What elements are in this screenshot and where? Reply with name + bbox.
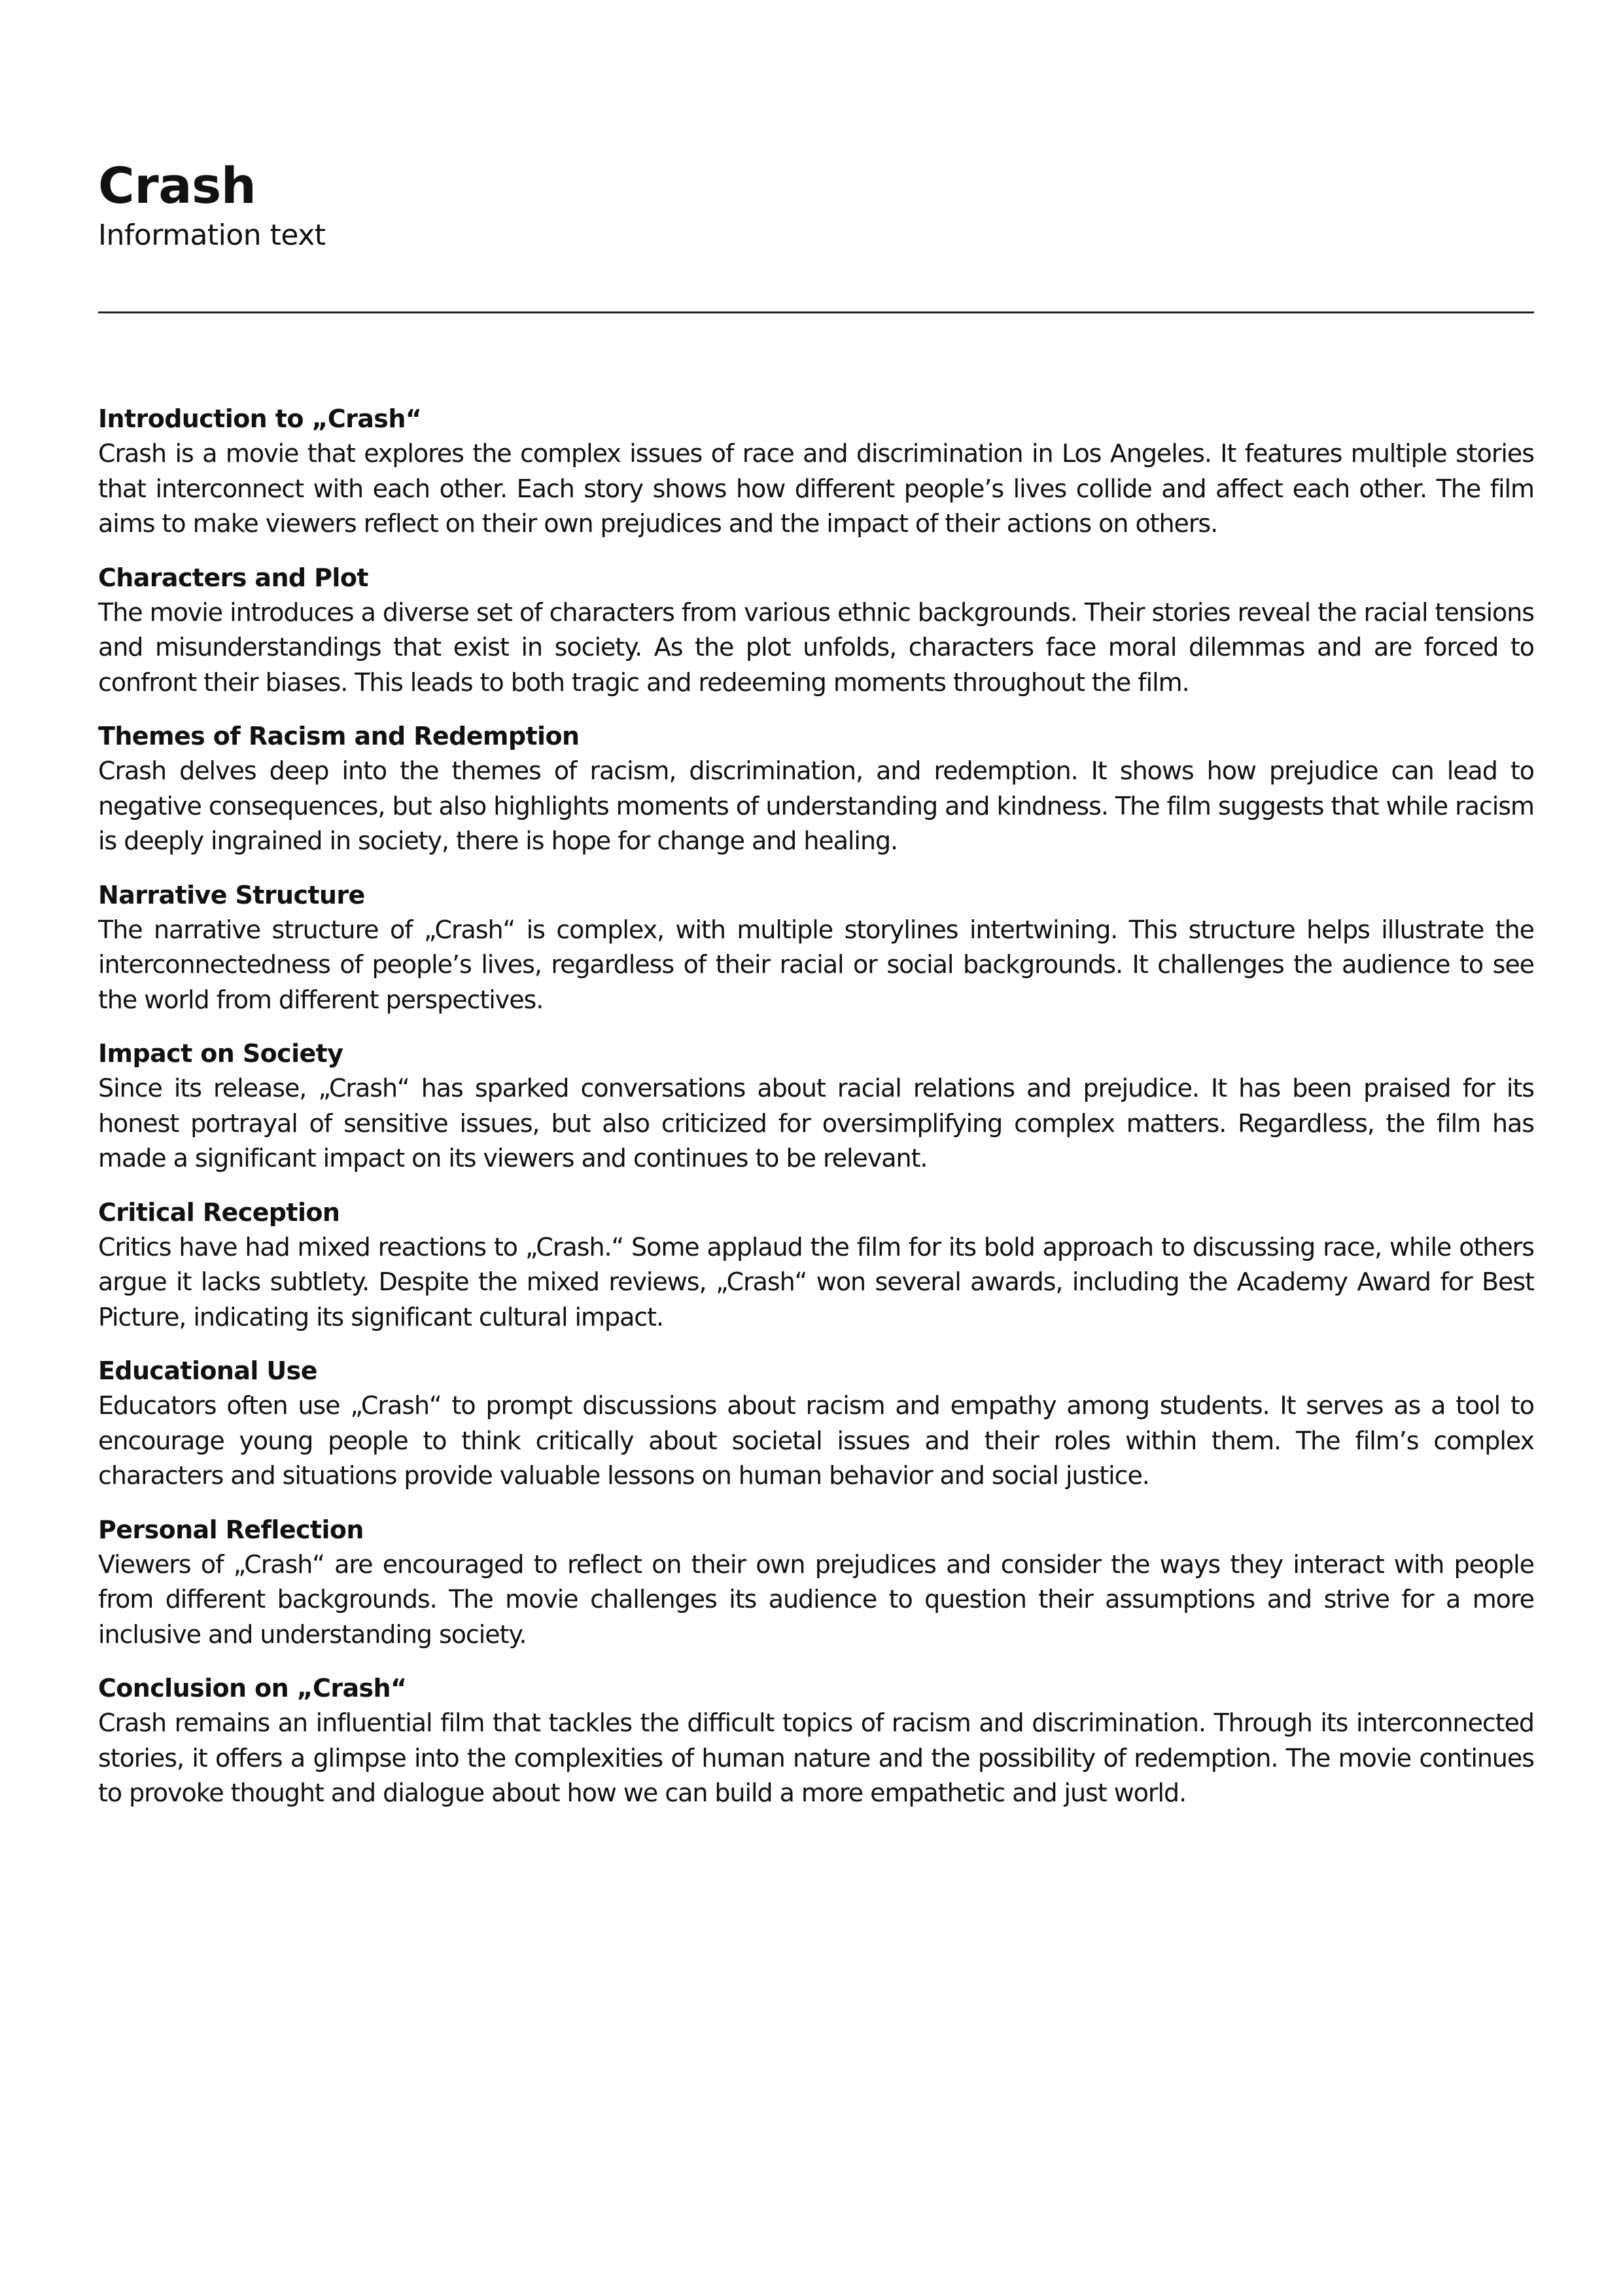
- section-heading: Personal Reflection: [98, 1515, 364, 1544]
- section-paragraph: Educators often use „Crash“ to prompt discussions about racism and empathy among students. It serves as a tool to encourage young people to think critically about societal issues and their roles within them. The film’s complex characters and situations provide valuable lessons on human behavior and social justice.: [98, 1391, 1534, 1490]
- section-themes: [98, 719, 1534, 859]
- section-paragraph: Crash is a movie that explores the complex issues of race and discrimination in Los Angeles. It features multiple stories that interconnect with each other. Each story shows how different people’s lives collide and affect each other. The film aims to make viewers reflect on their own prejudices and the impact of their actions on others.: [98, 439, 1534, 538]
- document-body: [98, 402, 1534, 1830]
- section-paragraph: Viewers of „Crash“ are encouraged to reflect on their own prejudices and consider the ways they interact with people from different backgrounds. The movie challenges its audience to question their assumptions and strive for a more inclusive and understanding society.: [98, 1549, 1534, 1649]
- document-title: Crash: [98, 156, 256, 215]
- section-heading: Introduction to „Crash“: [98, 404, 422, 433]
- section-heading: Narrative Structure: [98, 880, 365, 910]
- section-educational-use: [98, 1354, 1534, 1494]
- document-header: [98, 158, 1534, 253]
- section-characters-and-plot: [98, 561, 1534, 701]
- section-heading: Conclusion on „Crash“: [98, 1674, 407, 1703]
- document-subtitle: Information text: [98, 218, 326, 252]
- section-paragraph: Crash delves deep into the themes of racism, discrimination, and redemption. It shows how prejudice can lead to negative consequences, but also highlights moments of understanding and kindness. The film suggests that while racism is deeply ingrained in society, there is hope for change and healing.: [98, 756, 1534, 855]
- section-critical-reception: [98, 1195, 1534, 1335]
- section-conclusion: [98, 1671, 1534, 1811]
- section-heading: Educational Use: [98, 1356, 317, 1385]
- section-paragraph: The narrative structure of „Crash“ is complex, with multiple storylines intertwining. This structure helps illustrate the interconnectedness of people’s lives, regardless of their racial or social backgrounds. It challenges the audience to see the world from different perspectives.: [98, 915, 1534, 1014]
- section-heading: Characters and Plot: [98, 563, 368, 592]
- section-paragraph: Since its release, „Crash“ has sparked conversations about racial relations and prejudice. It has been praised for its honest portrayal of sensitive issues, but also criticized for oversimplifying complex matters. Regardless, the film has made a significant impact on its viewers and continues to be relevant.: [98, 1074, 1534, 1173]
- section-paragraph: Critics have had mixed reactions to „Crash.“ Some applaud the film for its bold approach to discussing race, while others argue it lacks subtlety. Despite the mixed reviews, „Crash“ won several awards, including the Academy Award for Best Picture, indicating its significant cultural impact.: [98, 1232, 1534, 1332]
- section-personal-reflection: [98, 1513, 1534, 1653]
- section-paragraph: Crash remains an influential film that tackles the difficult topics of racism and discrimination. Through its interconnected stories, it offers a glimpse into the complexities of human nature and the possibility of redemption. The movie continues to provoke thought and dialogue about how we can build a more empathetic and just world.: [98, 1708, 1534, 1807]
- section-heading: Impact on Society: [98, 1039, 343, 1068]
- section-introduction: [98, 402, 1534, 542]
- section-narrative-structure: [98, 878, 1534, 1018]
- section-heading: Critical Reception: [98, 1197, 340, 1227]
- section-impact-on-society: [98, 1036, 1534, 1176]
- section-paragraph: The movie introduces a diverse set of characters from various ethnic backgrounds. Their stories reveal the racial tensions and misunderstandings that exist in society. As the plot unfolds, characters face moral dilemmas and are forced to confront their biases. This leads to both tragic and redeeming moments throughout the film.: [98, 597, 1534, 697]
- section-heading: Themes of Racism and Redemption: [98, 722, 580, 751]
- header-divider: [98, 311, 1534, 313]
